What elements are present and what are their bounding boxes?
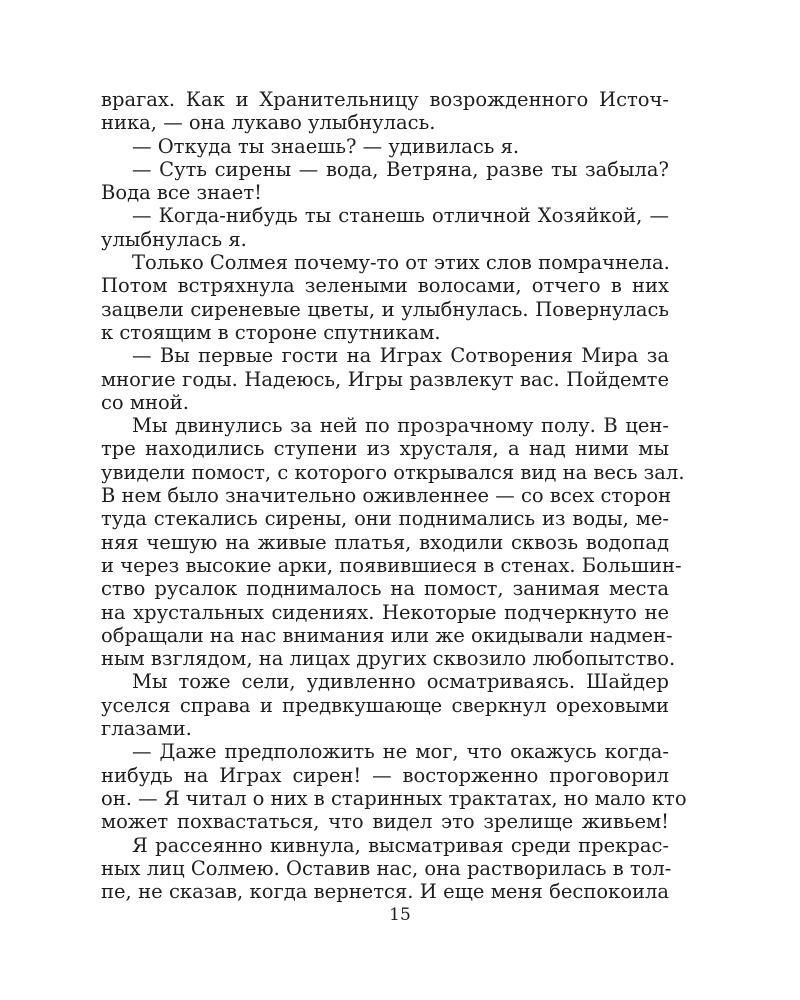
- text-line: — Даже предположить не мог, что окажусь когда-: [132, 740, 669, 764]
- text-line: на хрустальных сидениях. Некоторые подчеркнуто не: [101, 600, 669, 624]
- text-line: многие годы. Надеюсь, Игры развлекут вас. Пойдемте: [101, 367, 669, 391]
- text-line: пе, не сказав, когда вернется. И еще меня беспокоила: [101, 880, 669, 904]
- text-line: Вода все знает!: [101, 181, 262, 205]
- text-line: ство русалок поднималось на помост, занимая места: [101, 577, 669, 601]
- page-number: 15: [389, 905, 411, 925]
- text-line: няя чешую на живые платья, входили сквозь водопад: [101, 530, 669, 554]
- body-text: [101, 88, 687, 904]
- text-line: может похвастаться, что видел это зрелище живьем!: [101, 810, 669, 834]
- text-line: — Когда-нибудь ты станешь отличной Хозяйкой, —: [132, 204, 669, 228]
- text-line: Только Солмея почему-то от этих слов помрачнела.: [132, 251, 670, 275]
- text-line: нибудь на Играх сирен! — восторженно проговорил: [101, 763, 669, 787]
- text-line: уселся справа и предвкушающе сверкнул ореховыми: [101, 693, 669, 717]
- text-line: врагах. Как и Хранительницу возрожденного Источ-: [101, 88, 669, 111]
- text-line: — Вы первые гости на Играх Сотворения Мира за: [132, 344, 669, 368]
- text-line: — Суть сирены — вода, Ветряна, разве ты забыла?: [132, 157, 669, 181]
- text-line: со мной.: [101, 390, 189, 414]
- text-line: обращали на нас внимания или же окидывали надмен-: [101, 623, 673, 647]
- text-line: зацвели сиреневые цветы, и улыбнулась. Повернулась: [101, 297, 669, 321]
- text-line: и через высокие арки, появившиеся в стенах. Большин-: [101, 553, 682, 577]
- text-line: ника, — она лукаво улыбнулась.: [101, 111, 436, 135]
- text-line: к стоящим в стороне спутникам.: [101, 320, 441, 344]
- text-line: Мы тоже сели, удивленно осматриваясь. Шайдер: [132, 670, 669, 694]
- text-line: туда стекались сирены, они поднимались из воды, ме-: [101, 507, 669, 531]
- text-line: увидели помост, с которого открывался вид на весь зал.: [101, 460, 685, 484]
- text-line: В нем было значительно оживленнее — со всех сторон: [101, 484, 672, 508]
- text-line: ным взглядом, на лицах других сквозило любопытство.: [101, 647, 676, 671]
- text-line: Мы двинулись за ней по прозрачному полу. В цен-: [132, 414, 669, 438]
- text-line: ных лиц Солмею. Оставив нас, она растворилась в тол-: [101, 856, 672, 880]
- text-line: — Откуда ты знаешь? — удивилась я.: [132, 134, 520, 158]
- text-line: Я рассеянно кивнула, высматривая среди прекрас-: [132, 833, 669, 857]
- text-line: глазами.: [101, 717, 192, 741]
- text-line: тре находились ступени из хрусталя, а над ними мы: [101, 437, 669, 461]
- text-line: Потом встряхнула зелеными волосами, отчего в них: [101, 274, 669, 298]
- text-line: он. — Я читал о них в старинных трактатах, но мало кто: [101, 786, 687, 810]
- text-line: улыбнулась я.: [101, 227, 247, 251]
